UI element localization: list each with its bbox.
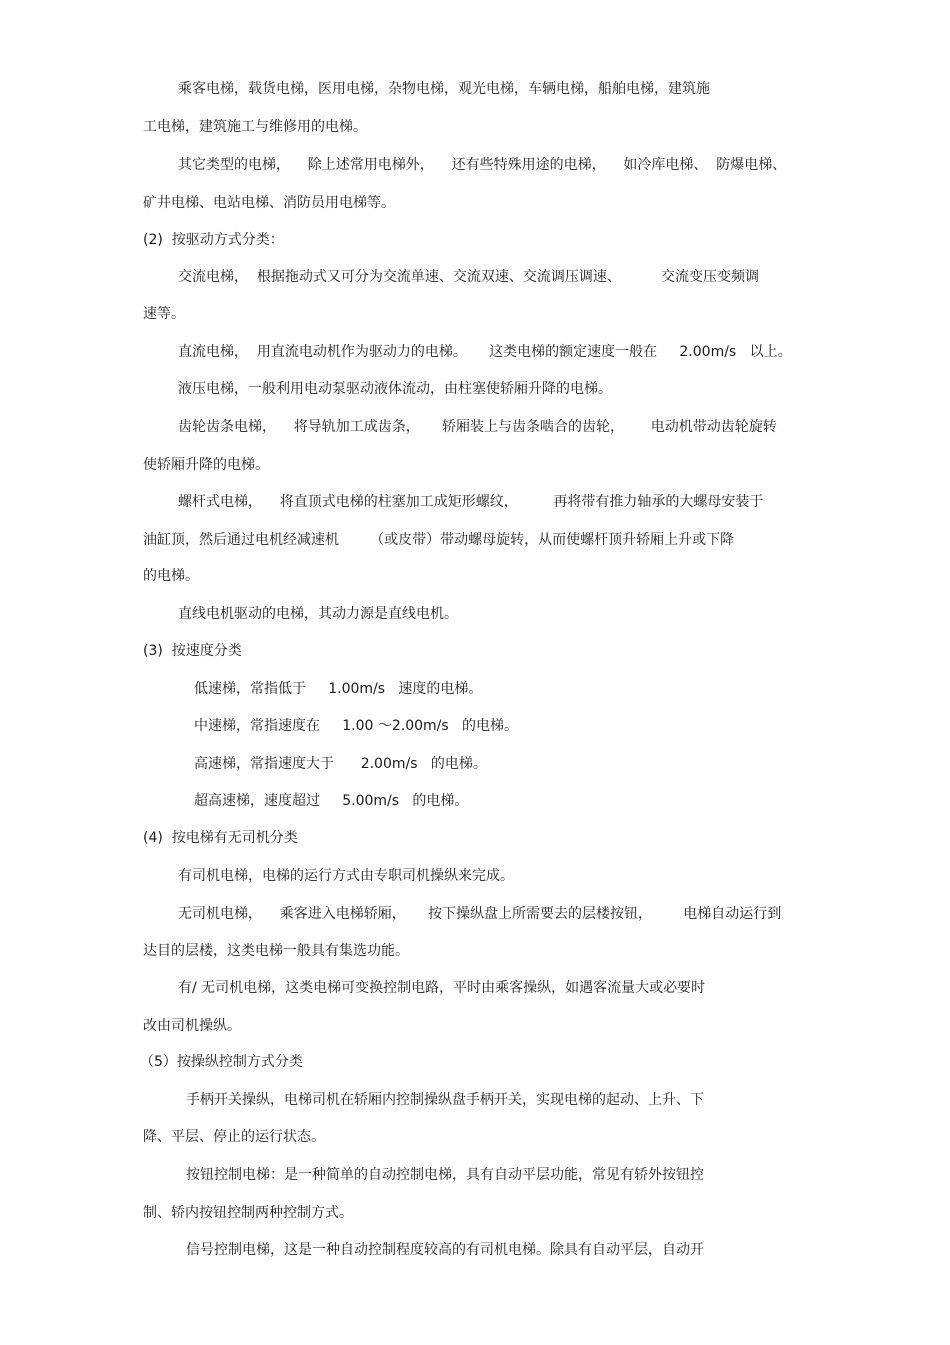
- text-line: 中速梯，常指速度在 1.00 ～2.00m/s 的电梯。: [194, 718, 519, 734]
- text-line: 其它类型的电梯， 除上述常用电梯外， 还有些特殊用途的电梯， 如冷库电梯、 防爆电梯、: [178, 157, 787, 173]
- text-line: 达目的层楼，这类电梯一般具有集选功能。: [143, 943, 409, 959]
- text-line: 低速梯，常指低于 1.00m/s 速度的电梯。: [194, 681, 483, 697]
- text-line: 有司机电梯，电梯的运行方式由专职司机操纵来完成。: [178, 868, 514, 884]
- text-line: 油缸顶，然后通过电机经减速机 （或皮带）带动螺母旋转，从而使螺杆顶升轿厢上升或下降: [143, 532, 735, 548]
- section-heading: (3) 按速度分类: [143, 643, 242, 659]
- text-line: 有/ 无司机电梯，这类电梯可变换控制电路，平时由乘客操纵，如遇客流量大或必要时: [178, 980, 706, 996]
- text-line: 改由司机操纵。: [143, 1018, 241, 1034]
- text-line: 矿井电梯、电站电梯、消防员用电梯等。: [143, 195, 395, 211]
- text-line: 高速梯，常指速度大于 2.00m/s 的电梯。: [194, 756, 487, 772]
- section-heading: （5）按操纵控制方式分类: [140, 1054, 303, 1070]
- text-line: 直流电梯， 用直流电动机作为驱动力的电梯。 这类电梯的额定速度一般在 2.00m/s 以上。: [178, 344, 792, 360]
- text-line: 制、轿内按钮控制两种控制方式。: [143, 1205, 353, 1221]
- text-line: 超高速梯，速度超过 5.00m/s 的电梯。: [194, 793, 469, 809]
- section-heading: (4) 按电梯有无司机分类: [143, 830, 298, 846]
- text-line: 的电梯。: [143, 568, 199, 584]
- text-line: 螺杆式电梯， 将直顶式电梯的柱塞加工成矩形螺纹， 再将带有推力轴承的大螺母安装于: [178, 494, 764, 510]
- text-line: 手柄开关操纵，电梯司机在轿厢内控制操纵盘手柄开关，实现电梯的起动、上升、下: [186, 1092, 704, 1108]
- text-line: 使轿厢升降的电梯。: [143, 457, 269, 473]
- text-line: 工电梯，建筑施工与维修用的电梯。: [143, 119, 367, 135]
- text-line: 液压电梯，一般利用电动泵驱动液体流动，由柱塞使轿厢升降的电梯。: [178, 381, 612, 397]
- text-line: 按钮控制电梯：是一种简单的自动控制电梯，具有自动平层功能，常见有轿外按钮控: [186, 1167, 704, 1183]
- text-line: 速等。: [143, 306, 185, 322]
- text-line: 降、平层、停止的运行状态。: [143, 1129, 325, 1145]
- section-heading: (2) 按驱动方式分类：: [143, 232, 284, 248]
- text-line: 直线电机驱动的电梯，其动力源是直线电机。: [178, 606, 458, 622]
- text-line: 交流电梯， 根据拖动式又可分为交流单速、交流双速、交流调压调速、 交流变压变频调: [178, 269, 759, 285]
- text-line: 无司机电梯， 乘客进入电梯轿厢， 按下操纵盘上所需要去的层楼按钮， 电梯自动运行到: [178, 906, 782, 922]
- text-line: 信号控制电梯，这是一种自动控制程度较高的有司机电梯。除具有自动平层，自动开: [186, 1242, 704, 1258]
- text-line: 齿轮齿条电梯， 将导轨加工成齿条， 轿厢装上与齿条啮合的齿轮， 电动机带动齿轮旋转: [178, 419, 777, 435]
- text-line: 乘客电梯，载货电梯，医用电梯，杂物电梯，观光电梯，车辆电梯，船舶电梯，建筑施: [178, 81, 710, 97]
